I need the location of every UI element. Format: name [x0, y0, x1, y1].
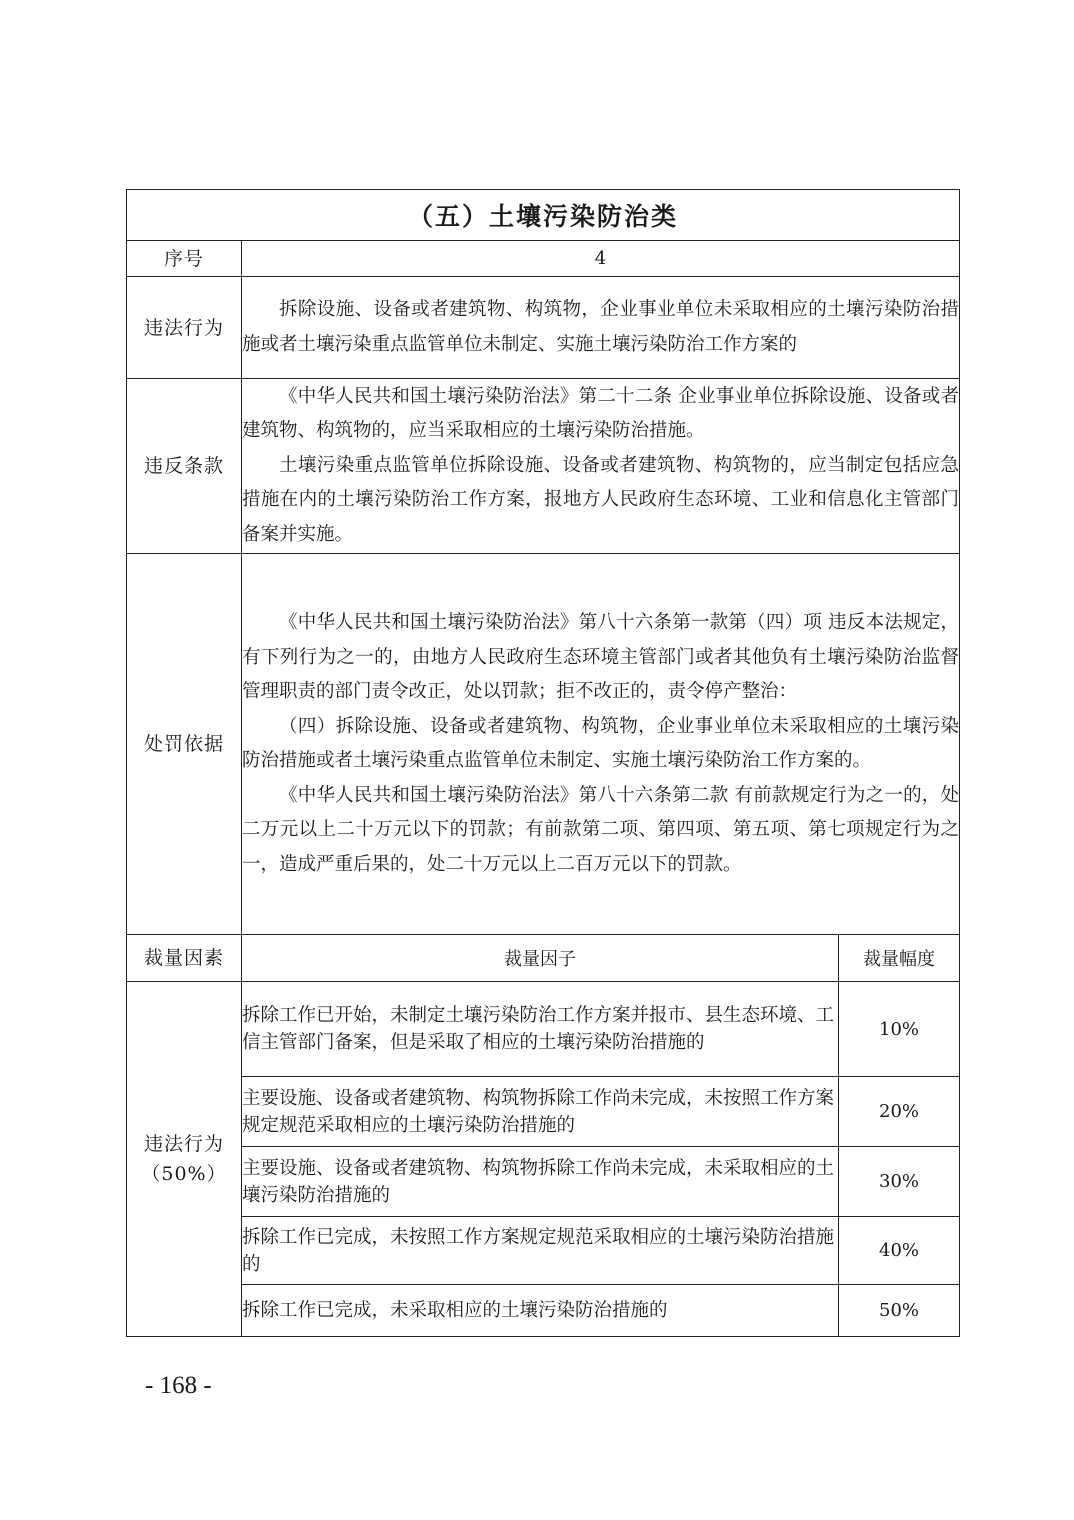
discretion-factor: 拆除工作已开始，未制定土壤污染防治工作方案并报市、县生态环境、工信主管部门备案，但是采取了相应的土壤污染防治措施的	[242, 982, 839, 1077]
discretion-percent: 50%	[839, 1285, 960, 1337]
clause-paragraph: 土壤污染重点监管单位拆除设施、设备或者建筑物、构筑物的，应当制定包括应急措施在内的土壤污染防治工作方案，报地方人民政府生态环境、工业和信息化主管部门备案并实施。	[242, 454, 960, 545]
discretion-range-header: 裁量幅度	[839, 935, 960, 982]
violated-clause-text	[242, 379, 960, 554]
discretion-factor: 拆除工作已完成，未按照工作方案规定规范采取相应的土壤污染防治措施的	[242, 1217, 839, 1285]
discretion-percent: 30%	[839, 1147, 960, 1217]
penalty-paragraph: （四）拆除设施、设备或者建筑物、构筑物，企业事业单位未采取相应的土壤污染防治措施或者土壤污染重点监管单位未制定、实施土壤污染防治工作方案的。	[242, 715, 960, 771]
penalty-basis-text	[242, 554, 960, 935]
discretion-group-name: 违法行为	[143, 1133, 224, 1155]
serial-label: 序号	[127, 241, 242, 277]
discretion-factor-header: 裁量因素	[127, 935, 242, 982]
page-number: - 168 -	[145, 1372, 212, 1399]
violated-clause-label: 违反条款	[127, 379, 242, 554]
discretion-item-header: 裁量因子	[242, 935, 839, 982]
violation-text	[242, 277, 960, 379]
discretion-group-label	[127, 982, 242, 1337]
discretion-percent: 40%	[839, 1217, 960, 1285]
penalty-paragraph: 《中华人民共和国土壤污染防治法》第八十六条第二款 有前款规定行为之一的，处二万元以上二十万元以下的罚款；有前款第二项、第四项、第五项、第七项规定行为之一，造成严重后果的，处二十万元以上二百万元以下的罚款。	[242, 784, 960, 875]
discretion-percent: 20%	[839, 1077, 960, 1147]
discretion-factor: 主要设施、设备或者建筑物、构筑物拆除工作尚未完成，未采取相应的土壤污染防治措施的	[242, 1147, 839, 1217]
violation-paragraph: 拆除设施、设备或者建筑物、构筑物，企业事业单位未采取相应的土壤污染防治措施或者土壤污染重点监管单位未制定、实施土壤污染防治工作方案的	[242, 299, 960, 355]
discretion-factor: 主要设施、设备或者建筑物、构筑物拆除工作尚未完成，未按照工作方案规定规范采取相应的土壤污染防治措施的	[242, 1077, 839, 1147]
penalty-paragraph: 《中华人民共和国土壤污染防治法》第八十六条第一款第（四）项 违反本法规定，有下列行为之一的，由地方人民政府生态环境主管部门或者其他负有土壤污染防治监督管理职责的部门责令改正，处以罚款；拒不改正的，责令停产整治：	[242, 612, 960, 702]
regulation-table	[126, 189, 960, 1337]
violation-label: 违法行为	[127, 277, 242, 379]
discretion-percent: 10%	[839, 982, 960, 1077]
penalty-basis-label: 处罚依据	[127, 554, 242, 935]
table-title: （五）土壤污染防治类	[127, 190, 960, 241]
serial-value: 4	[242, 241, 960, 277]
clause-paragraph: 《中华人民共和国土壤污染防治法》第二十二条 企业事业单位拆除设施、设备或者建筑物、构筑物的，应当采取相应的土壤污染防治措施。	[242, 385, 960, 442]
discretion-group-weight: （50%）	[141, 1163, 227, 1185]
discretion-factor: 拆除工作已完成，未采取相应的土壤污染防治措施的	[242, 1285, 839, 1337]
